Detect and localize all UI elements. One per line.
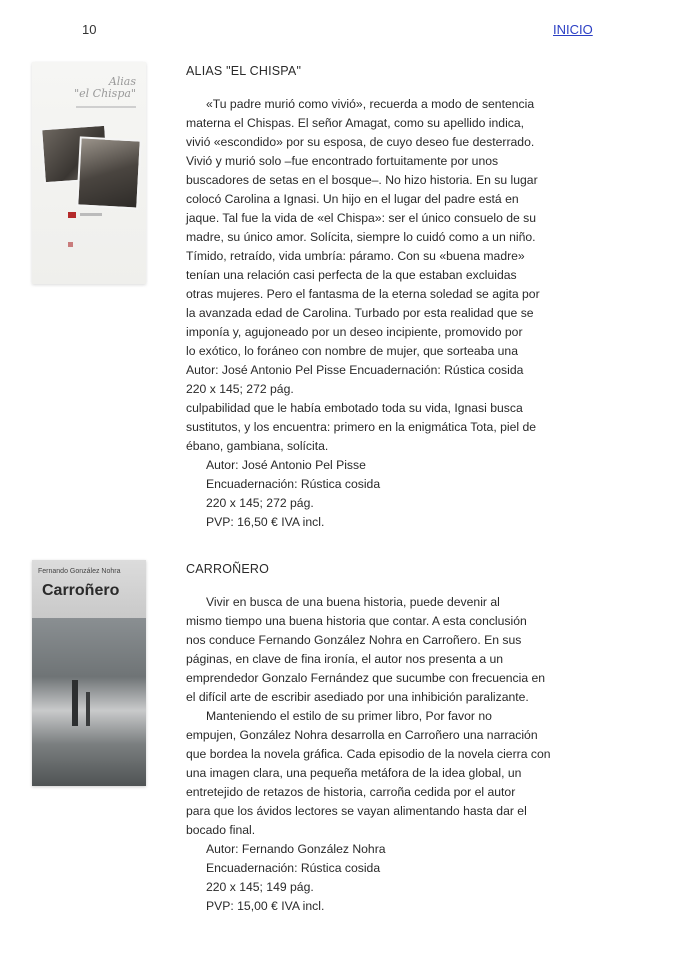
desc-line: entretejido de retazos de historia, carroña cedida por el autor bbox=[186, 785, 516, 799]
desc-line: una imagen clara, una pequeña metáfora de la idea global, un bbox=[186, 766, 522, 780]
publisher-logo-text bbox=[80, 213, 102, 216]
desc-line: la avanzada edad de Carolina. Turbado por esta realidad que se bbox=[186, 306, 534, 320]
desc-line: buscadores de setas en el bosque–. No hizo historia. En su lugar bbox=[186, 173, 538, 187]
book-carronero bbox=[186, 560, 590, 916]
cover-subtitle-bar bbox=[76, 106, 136, 108]
desc-line: Vivir en busca de una buena historia, puede devenir al bbox=[206, 595, 500, 609]
desc-line: Autor: José Antonio Pel Pisse Encuadernación: Rústica cosida bbox=[186, 363, 524, 377]
desc-line: sustitutos, y los encuentra: primero en la enigmática Tota, piel de bbox=[186, 420, 537, 434]
book-cover-alias-el-chispa bbox=[32, 62, 146, 284]
desc-line: lo exótico, lo foráneo con nombre de mujer, que sorteaba una bbox=[186, 344, 518, 358]
desc-line: Manteniendo el estilo de su primer libro, Por favor no bbox=[206, 709, 492, 723]
desc-line: el difícil arte de escribir asediado por una inhibición paralizante. bbox=[186, 690, 529, 704]
book-dimensions: 220 x 145; 149 pág. bbox=[206, 880, 314, 894]
desc-line: Tímido, retraído, vida umbría: páramo. Con su «buena madre» bbox=[186, 249, 525, 263]
page-number: 10 bbox=[82, 22, 97, 37]
book-price: PVP: 16,50 € IVA incl. bbox=[206, 515, 325, 529]
desc-line: mismo tiempo una buena historia que contar. A esta conclusión bbox=[186, 614, 527, 628]
book-dimensions: 220 x 145; 272 pág. bbox=[206, 496, 314, 510]
desc-line: imponía y, agujoneado por un deseo incipiente, promovido por bbox=[186, 325, 523, 339]
desc-line: para que los ávidos lectores se vayan alimentando hasta dar el bbox=[186, 804, 527, 818]
desc-line: ébano, gambiana, solícita. bbox=[186, 439, 329, 453]
book-alias-el-chispa bbox=[186, 62, 590, 532]
desc-line: nos conduce Fernando González Nohra en Carroñero. En sus bbox=[186, 633, 522, 647]
desc-line: Vivió y murió solo –fue encontrado fortuitamente por unos bbox=[186, 154, 499, 168]
book-description bbox=[186, 593, 590, 840]
desc-line: bocado final. bbox=[186, 823, 256, 837]
book-price: PVP: 15,00 € IVA incl. bbox=[206, 899, 325, 913]
cover-photo-figure bbox=[72, 680, 78, 726]
cover-title: Carroñero bbox=[42, 582, 120, 599]
desc-line: jaque. Tal fue la vida de «el Chispa»: ser el único consuelo de su bbox=[186, 211, 537, 225]
book-description bbox=[186, 95, 590, 456]
cover-ornament bbox=[68, 242, 73, 247]
inicio-link[interactable]: INICIO bbox=[553, 22, 593, 37]
book-binding: Encuadernación: Rústica cosida bbox=[206, 477, 381, 491]
desc-line: tenían una relación casi perfecta de la que estaban excluidas bbox=[186, 268, 517, 282]
cover-title-line2: "el Chispa" bbox=[74, 87, 136, 100]
desc-line: páginas, en clave de fina ironía, el autor nos presenta a un bbox=[186, 652, 504, 666]
desc-line: otras mujeres. Pero el fantasma de la eterna soledad se agita por bbox=[186, 287, 540, 301]
cover-author: Fernando González Nohra bbox=[38, 568, 121, 575]
desc-line: culpabilidad que le había embotado toda su vida, Ignasi busca bbox=[186, 401, 523, 415]
desc-line: materna el Chispas. El señor Amagat, como su apellido indica, bbox=[186, 116, 525, 130]
desc-line: empujen, González Nohra desarrolla en Carroñero una narración bbox=[186, 728, 538, 742]
desc-line: madre, su único amor. Solícita, siempre lo cuidó como a un niño. bbox=[186, 230, 536, 244]
cover-title bbox=[74, 76, 136, 100]
desc-line: «Tu padre murió como vivió», recuerda a modo de sentencia bbox=[206, 97, 535, 111]
book-author: Autor: Fernando González Nohra bbox=[206, 842, 386, 856]
book-binding: Encuadernación: Rústica cosida bbox=[206, 861, 381, 875]
cover-photo-right bbox=[76, 136, 142, 209]
desc-line: vivió «escondido» por su esposa, de cuyo deseo fue desterrado. bbox=[186, 135, 535, 149]
book-author: Autor: José Antonio Pel Pisse bbox=[206, 458, 366, 472]
desc-line: colocó Carolina a Ignasi. Un hijo en el lugar del padre está en bbox=[186, 192, 519, 206]
book-meta bbox=[186, 840, 590, 916]
book-cover-carronero bbox=[32, 560, 146, 786]
desc-line: emprendedor Gonzalo Fernández que sucumbe con frecuencia en bbox=[186, 671, 546, 685]
publisher-logo-mark bbox=[68, 212, 76, 218]
cover-title-line1: Alias bbox=[108, 75, 136, 88]
book-title: ALIAS "EL CHISPA" bbox=[186, 64, 302, 78]
desc-line: que bordea la novela gráfica. Cada episodio de la novela cierra con bbox=[186, 747, 551, 761]
cover-photo-figure bbox=[86, 692, 90, 726]
desc-line: 220 x 145; 272 pág. bbox=[186, 382, 294, 396]
book-meta bbox=[186, 456, 590, 532]
book-title: CARROÑERO bbox=[186, 562, 270, 576]
